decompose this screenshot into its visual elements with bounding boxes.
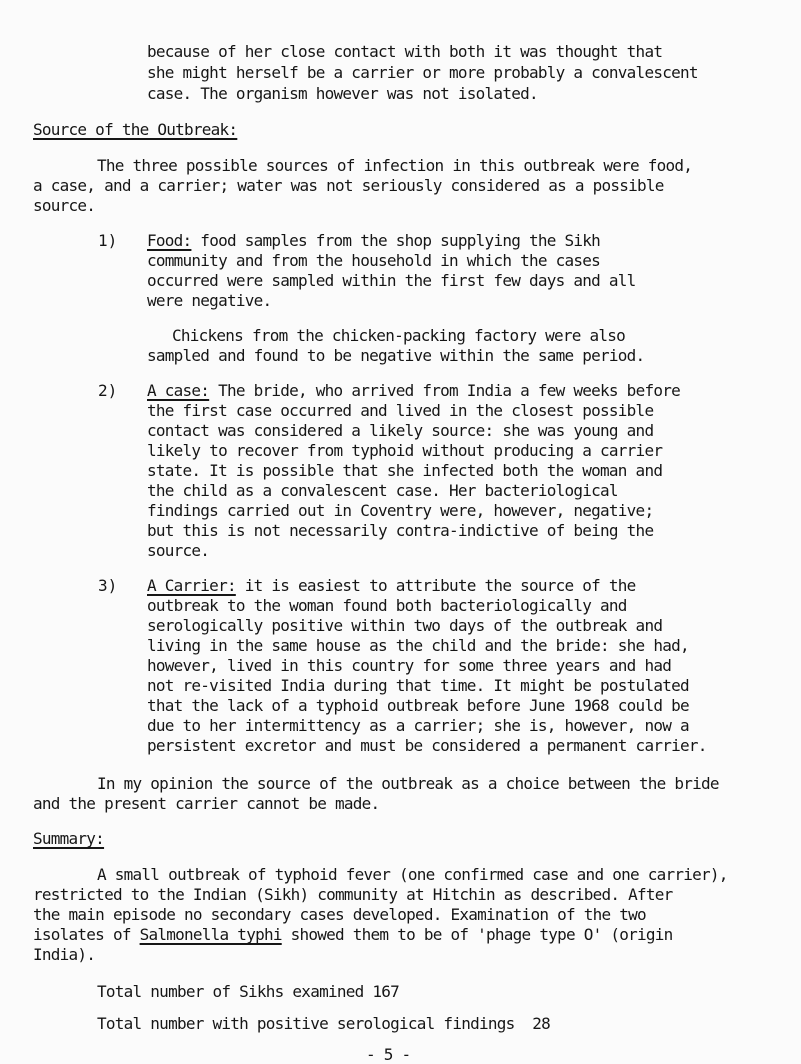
summary-line: restricted to the Indian (Sikh) community at Hitchin as described. After <box>33 885 673 904</box>
item3-text: it is easiest to attribute the source of the <box>235 576 636 595</box>
item2-line: contact was considered a likely source: she was young and <box>147 421 654 440</box>
item2-line: findings carried out in Coventry were, however, negative; <box>147 501 654 520</box>
item1-label: Food: <box>147 231 192 250</box>
opinion-line: and the present carrier cannot be made. <box>33 794 380 813</box>
item1-line: were negative. <box>147 291 272 310</box>
positive-findings <box>97 1014 550 1033</box>
item2-line: likely to recover from typhoid without producing a carrier <box>147 441 663 460</box>
intro-line: because of her close contact with both it was thought that <box>147 42 663 61</box>
source-paragraph-line: a case, and a carrier; water was not seriously considered as a possible <box>33 176 664 195</box>
summary-text: isolates of <box>33 925 140 944</box>
summary-line: A small outbreak of typhoid fever (one confirmed case and one carrier), <box>97 865 728 884</box>
source-paragraph-line: source. <box>33 196 96 215</box>
item1-chickens-line: sampled and found to be negative within the same period. <box>147 346 645 365</box>
item3-first-line <box>147 576 636 595</box>
page-number: - 5 - <box>366 1045 411 1064</box>
item1-line: occurred were sampled within the first few days and all <box>147 271 636 290</box>
total-examined-value: 167 <box>372 982 400 1001</box>
item3-line: due to her intermittency as a carrier; she is, however, now a <box>147 716 689 735</box>
item3-line: persistent excretor and must be considered a permanent carrier. <box>147 736 707 755</box>
summary-line: India). <box>33 945 96 964</box>
item3-label: A Carrier: <box>147 576 236 595</box>
item3-line: outbreak to the woman found both bacteriologically and <box>147 596 627 615</box>
item-number: 1) <box>98 231 118 250</box>
intro-line: case. The organism however was not isolated. <box>147 84 538 103</box>
item2-label: A case: <box>147 381 210 400</box>
item1-line: community and from the household in which the cases <box>147 251 601 270</box>
source-paragraph-line: The three possible sources of infection in this outbreak were food, <box>97 156 693 175</box>
summary-text: showed them to be of 'phage type O' (origin <box>281 925 673 944</box>
item-number: 2) <box>98 381 118 400</box>
item-number: 3) <box>98 576 118 595</box>
item1-first-line <box>147 231 600 250</box>
item2-line: state. It is possible that she infected both the woman and <box>147 461 663 480</box>
item3-line: serologically positive within two days of the outbreak and <box>147 616 663 635</box>
item3-line: that the lack of a typhoid outbreak before June 1968 could be <box>147 696 689 715</box>
total-examined-label: Total number of Sikhs examined <box>97 982 364 1001</box>
item1-text: food samples from the shop supplying the Sikh <box>191 231 601 250</box>
item2-line: source. <box>147 541 210 560</box>
positive-findings-label: Total number with positive serological findings <box>97 1014 515 1033</box>
item2-line: the child as a convalescent case. Her bacteriological <box>147 481 618 500</box>
item2-text: The bride, who arrived from India a few weeks before <box>209 381 680 400</box>
item3-line: living in the same house as the child and the bride: she had, <box>147 636 689 655</box>
intro-line: she might herself be a carrier or more probably a convalescent <box>147 63 698 82</box>
positive-findings-value: 28 <box>532 1014 551 1033</box>
item2-line: the first case occurred and lived in the closest possible <box>147 401 654 420</box>
item2-line: but this is not necessarily contra-indictive of being the <box>147 521 654 540</box>
opinion-line: In my opinion the source of the outbreak as a choice between the bride <box>97 774 719 793</box>
section-heading-summary: Summary: <box>33 829 105 848</box>
summary-line: the main episode no secondary cases developed. Examination of the two <box>33 905 646 924</box>
item3-line: however, lived in this country for some three years and had <box>147 656 672 675</box>
item2-first-line <box>147 381 680 400</box>
item3-line: not re-visited India during that time. It might be postulated <box>147 676 689 695</box>
section-heading-source: Source of the Outbreak: <box>33 120 238 139</box>
organism-name: Salmonella typhi <box>139 925 282 944</box>
total-examined <box>97 982 399 1001</box>
item1-chickens-line: Chickens from the chicken-packing factory were also <box>172 326 626 345</box>
summary-line <box>33 925 673 944</box>
